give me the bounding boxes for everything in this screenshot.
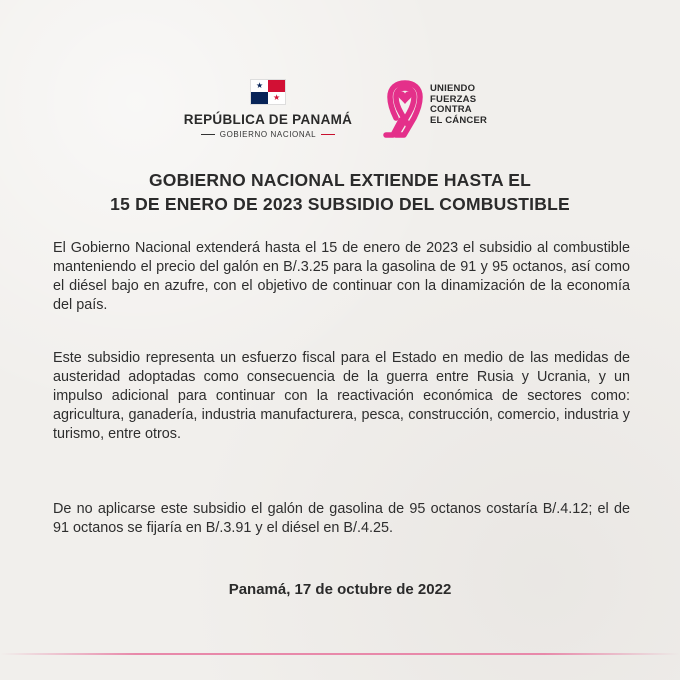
government-subtitle: GOBIERNO NACIONAL <box>219 130 317 139</box>
campaign-line: UNIENDO <box>430 83 476 94</box>
campaign-line: FUERZAS <box>430 93 477 105</box>
divider <box>321 134 335 136</box>
campaign-logo <box>382 80 502 142</box>
government-title: REPÚBLICA DE PANAMÁ <box>183 112 353 127</box>
headline-line-2: 15 DE ENERO DE 2023 SUBSIDIO DEL COMBUSTIBLE <box>110 194 570 214</box>
government-subtitle-row <box>182 130 354 139</box>
panama-flag-icon: ★ ★ <box>251 80 285 104</box>
dateline: Panamá, 17 de octubre de 2022 <box>228 581 452 598</box>
body-paragraph-2: Este subsidio representa un esfuerzo fiscal para el Estado en medio de las medidas de austeridad adoptadas como consecuencia de la guerra entre Rusia y Ucrania, y un impulso adicional para continuar con la reactivación económica de sectores como: agricultura, ganadería, industria manufacturera, pesca, construcción, comercio, industria y turismo, entre otros. <box>53 350 630 442</box>
divider <box>201 134 215 136</box>
bottom-divider <box>0 653 680 655</box>
headline-line-1: GOBIERNO NACIONAL EXTIENDE HASTA EL <box>149 170 531 190</box>
logo-row <box>0 80 680 142</box>
campaign-text <box>430 84 487 126</box>
campaign-line: EL CÁNCER <box>430 114 488 126</box>
campaign-line: CONTRA <box>430 104 472 115</box>
body-paragraph-3: De no aplicarse este subsidio el galón de gasolina de 95 octanos costaría B/.4.12; el de 91 octanos se fijaría en B/.3.91 y el diésel en B/.4.25. <box>53 501 630 536</box>
government-logo <box>182 80 354 139</box>
headline <box>0 168 680 216</box>
pink-ribbon-icon <box>382 80 428 138</box>
body-paragraph-1: El Gobierno Nacional extenderá hasta el 15 de enero de 2023 el subsidio al combustible manteniendo el precio del galón en B/.3.25 para la gasolina de 91 y 95 octanos, así como el diésel bajo en azufre, con el objetivo de continuar con la dinamización de la economía del país. <box>53 240 630 313</box>
